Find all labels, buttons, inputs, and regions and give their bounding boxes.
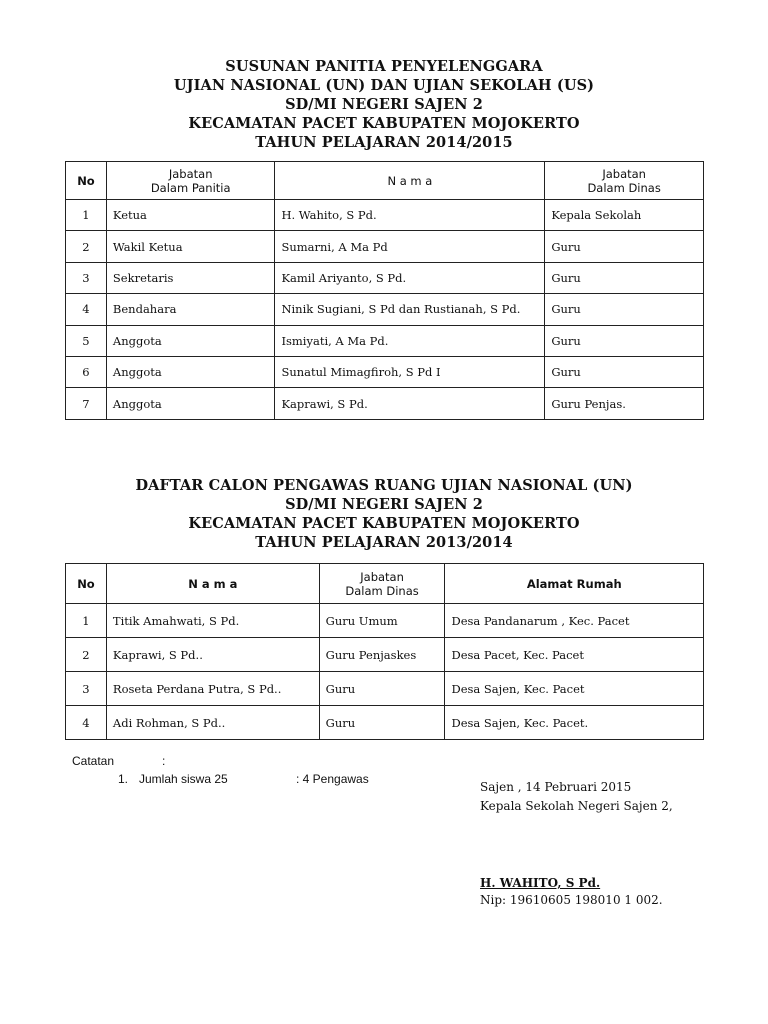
table-row <box>66 672 704 706</box>
committee-table <box>65 161 704 420</box>
notes-item-value: : 4 Pengawas <box>296 772 369 786</box>
cell-jabatan-panitia: Sekretaris <box>106 262 275 293</box>
cell-jabatan-panitia: Anggota <box>106 356 275 387</box>
cell-jabatan-dinas: Guru <box>545 231 704 262</box>
notes-item-number: 1. <box>118 772 129 786</box>
supervisors-title-line: DAFTAR CALON PENGAWAS RUANG UJIAN NASIONAL (UN) <box>135 477 633 494</box>
table-row <box>66 262 704 293</box>
committee-title-line: SD/MI NEGERI SAJEN 2 <box>285 96 483 113</box>
cell-no: 1 <box>66 200 107 231</box>
header-text: Jabatan <box>602 166 646 181</box>
header-text: Jabatan <box>168 166 213 181</box>
cell-no: 2 <box>66 231 107 262</box>
cell-jabatan-dinas: Guru <box>545 356 704 387</box>
cell-jabatan-dinas: Guru Umum <box>319 604 445 638</box>
cell-alamat: Desa Pacet, Kec. Pacet <box>445 638 704 672</box>
cell-no: 2 <box>66 638 107 672</box>
header-jabatan-dinas <box>319 564 445 604</box>
committee-title-line: SUSUNAN PANITIA PENYELENGGARA <box>225 58 543 75</box>
header-text: Dalam Panitia <box>150 180 231 195</box>
table-row <box>66 706 704 740</box>
cell-jabatan-dinas: Guru <box>545 262 704 293</box>
cell-alamat: Desa Sajen, Kec. Pacet. <box>445 706 704 740</box>
cell-nama: Roseta Perdana Putra, S Pd.. <box>106 672 319 706</box>
cell-no: 6 <box>66 356 107 387</box>
cell-jabatan-dinas: Guru <box>319 672 445 706</box>
cell-jabatan-panitia: Wakil Ketua <box>106 231 275 262</box>
cell-nama: Sunatul Mimagfiroh, S Pd I <box>275 356 545 387</box>
supervisors-title-line: SD/MI NEGERI SAJEN 2 <box>285 496 483 513</box>
notes-item-label: Jumlah siswa 25 <box>139 772 228 786</box>
cell-nama: Ninik Sugiani, S Pd dan Rustianah, S Pd. <box>275 294 545 325</box>
table-row <box>66 638 704 672</box>
notes-colon: : <box>162 754 166 768</box>
table-row <box>66 604 704 638</box>
table-row <box>66 356 704 387</box>
cell-nama: Titik Amahwati, S Pd. <box>106 604 319 638</box>
cell-jabatan-dinas: Guru Penjaskes <box>319 638 445 672</box>
header-text: Dalam Dinas <box>587 180 661 195</box>
header-jabatan-panitia <box>106 162 275 200</box>
cell-alamat: Desa Pandanarum , Kec. Pacet <box>445 604 704 638</box>
header-jabatan-dinas <box>545 162 704 200</box>
cell-jabatan-dinas: Guru Penjas. <box>545 388 704 419</box>
cell-nama: Adi Rohman, S Pd.. <box>106 706 319 740</box>
cell-jabatan-panitia: Ketua <box>106 200 275 231</box>
cell-no: 3 <box>66 672 107 706</box>
cell-no: 7 <box>66 388 107 419</box>
table-row <box>66 325 704 356</box>
cell-jabatan-panitia: Anggota <box>106 325 275 356</box>
table-row <box>66 294 704 325</box>
supervisors-title-line: TAHUN PELAJARAN 2013/2014 <box>255 534 513 551</box>
table-row <box>66 388 704 419</box>
header-no: No <box>66 162 107 200</box>
header-no: No <box>66 564 107 604</box>
cell-no: 5 <box>66 325 107 356</box>
signature-position: Kepala Sekolah Negeri Sajen 2, <box>480 799 673 813</box>
committee-title-line: UJIAN NASIONAL (UN) DAN UJIAN SEKOLAH (US) <box>173 77 595 94</box>
cell-alamat: Desa Sajen, Kec. Pacet <box>445 672 704 706</box>
cell-no: 4 <box>66 294 107 325</box>
header-nama: N a m a <box>106 564 319 604</box>
supervisors-table <box>65 563 704 740</box>
cell-jabatan-dinas: Guru <box>545 294 704 325</box>
header-nama: N a m a <box>275 162 545 200</box>
cell-nama: Kaprawi, S Pd.. <box>106 638 319 672</box>
header-text: Dalam Dinas <box>345 583 419 598</box>
cell-no: 4 <box>66 706 107 740</box>
table-row <box>66 200 704 231</box>
cell-jabatan-dinas: Guru <box>319 706 445 740</box>
supervisors-title-line: KECAMATAN PACET KABUPATEN MOJOKERTO <box>188 515 580 532</box>
cell-nama: Ismiyati, A Ma Pd. <box>275 325 545 356</box>
table-header-row <box>66 564 704 604</box>
cell-no: 3 <box>66 262 107 293</box>
supervisors-title <box>0 476 768 552</box>
cell-nama: Sumarni, A Ma Pd <box>275 231 545 262</box>
header-alamat: Alamat Rumah <box>445 564 704 604</box>
notes-label: Catatan <box>72 754 115 768</box>
cell-nama: H. Wahito, S Pd. <box>275 200 545 231</box>
signature-place-date: Sajen , 14 Pebruari 2015 <box>480 780 632 794</box>
cell-jabatan-dinas: Guru <box>545 325 704 356</box>
table-header-row <box>66 162 704 200</box>
cell-jabatan-panitia: Bendahara <box>106 294 275 325</box>
signature-nip: Nip: 19610605 198010 1 002. <box>480 893 663 907</box>
committee-title-line: TAHUN PELAJARAN 2014/2015 <box>255 134 513 151</box>
cell-no: 1 <box>66 604 107 638</box>
committee-title-line: KECAMATAN PACET KABUPATEN MOJOKERTO <box>188 115 580 132</box>
cell-jabatan-panitia: Anggota <box>106 388 275 419</box>
cell-nama: Kamil Ariyanto, S Pd. <box>275 262 545 293</box>
header-text: Jabatan <box>360 569 404 584</box>
signature-name: H. WAHITO, S Pd. <box>480 876 601 890</box>
cell-nama: Kaprawi, S Pd. <box>275 388 545 419</box>
committee-title <box>0 57 768 152</box>
cell-jabatan-dinas: Kepala Sekolah <box>545 200 704 231</box>
table-row <box>66 231 704 262</box>
